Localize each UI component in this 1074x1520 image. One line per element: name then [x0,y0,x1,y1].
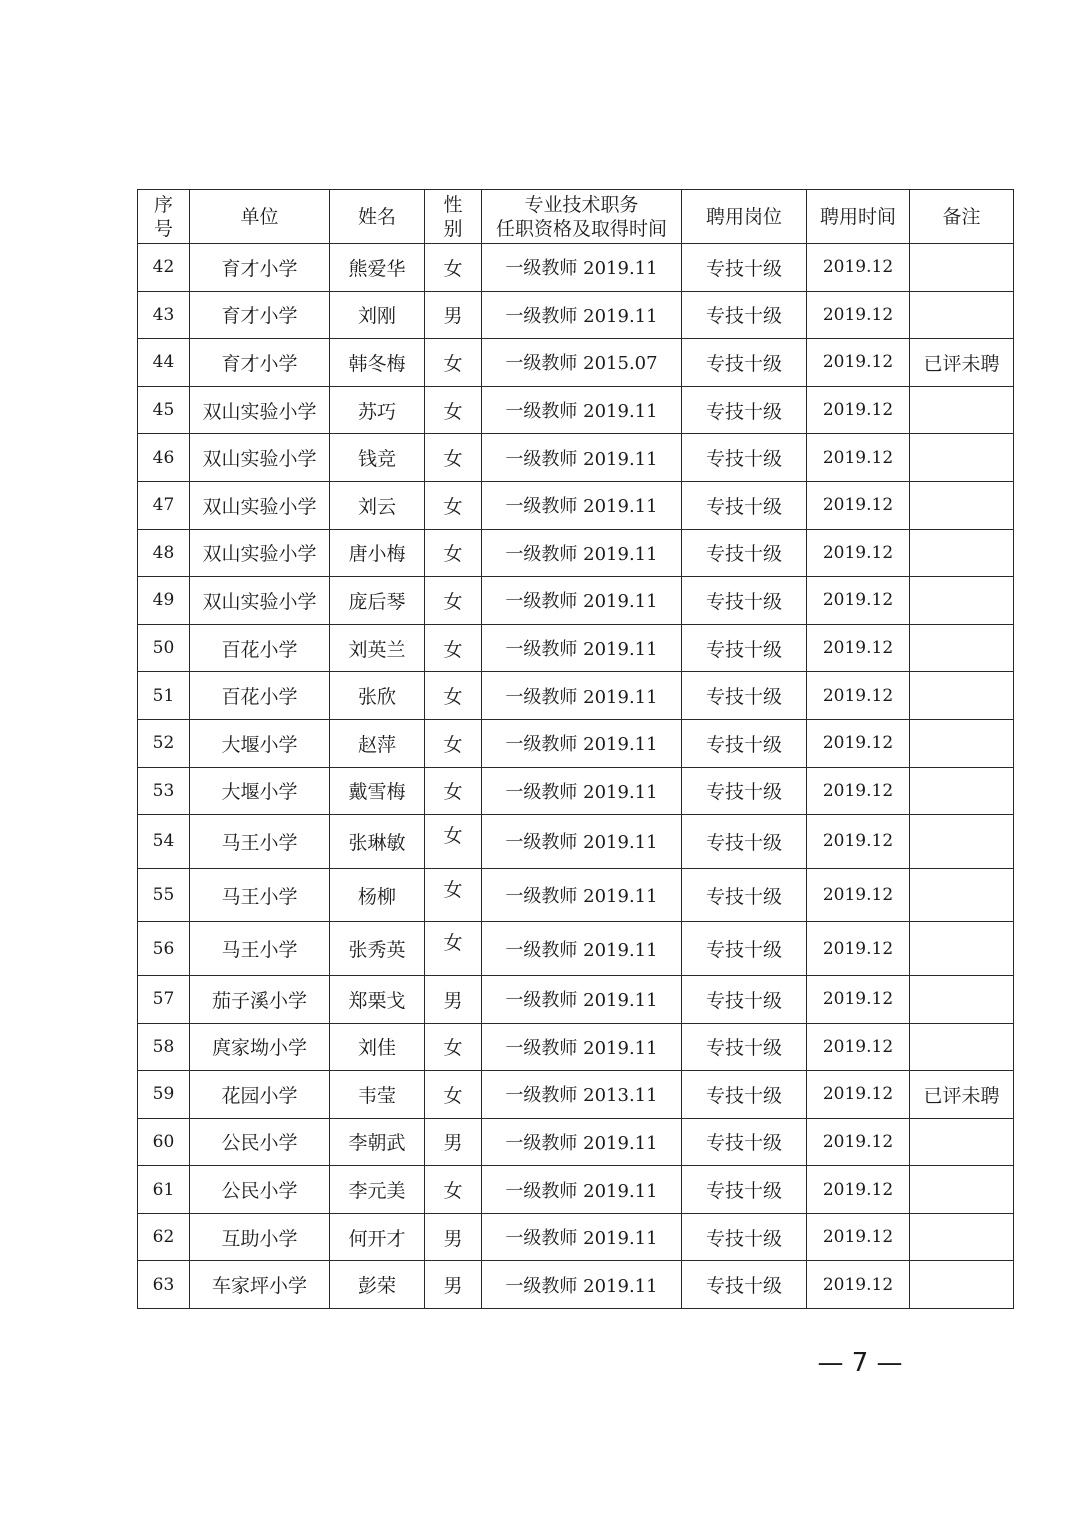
cell-hire-time: 2019.12 [807,815,910,869]
cell-remark [910,975,1014,1023]
cell-gender: 女 [425,339,482,387]
cell-seq: 51 [138,672,190,720]
table-row [138,529,1014,577]
cell-post: 专技十级 [682,767,807,815]
cell-remark [910,922,1014,976]
cell-qualification: 一级教师 2019.11 [482,624,682,672]
cell-post: 专技十级 [682,386,807,434]
cell-hire-time: 2019.12 [807,577,910,625]
table-row [138,244,1014,292]
cell-post: 专技十级 [682,975,807,1023]
cell-qualification: 一级教师 2019.11 [482,1023,682,1071]
cell-unit: 公民小学 [190,1166,330,1214]
cell-seq: 54 [138,815,190,869]
cell-hire-time: 2019.12 [807,244,910,292]
cell-gender: 女 [425,386,482,434]
page-number: — 7 — [817,1348,903,1378]
cell-gender: 女 [425,244,482,292]
cell-remark [910,386,1014,434]
cell-qualification: 一级教师 2019.11 [482,481,682,529]
cell-name: 何开才 [330,1213,425,1261]
cell-remark [910,1118,1014,1166]
cell-qualification: 一级教师 2019.11 [482,922,682,976]
header-gender-line1: 性 [443,193,463,216]
cell-seq: 50 [138,624,190,672]
table-row [138,815,1014,869]
cell-hire-time: 2019.12 [807,1071,910,1119]
cell-qualification: 一级教师 2019.11 [482,719,682,767]
cell-hire-time: 2019.12 [807,1023,910,1071]
cell-seq: 42 [138,244,190,292]
table-row [138,624,1014,672]
cell-seq: 47 [138,481,190,529]
cell-qualification: 一级教师 2019.11 [482,868,682,922]
header-seq-line1: 序 [153,193,173,216]
cell-unit: 大堰小学 [190,767,330,815]
cell-qualification: 一级教师 2019.11 [482,529,682,577]
cell-post: 专技十级 [682,481,807,529]
cell-gender: 女 [425,767,482,815]
cell-name: 张欣 [330,672,425,720]
cell-post: 专技十级 [682,577,807,625]
cell-unit: 百花小学 [190,672,330,720]
cell-remark [910,767,1014,815]
header-gender-line2: 别 [443,217,463,240]
cell-unit: 花园小学 [190,1071,330,1119]
cell-post: 专技十级 [682,1166,807,1214]
cell-name: 彭荣 [330,1261,425,1309]
cell-unit: 育才小学 [190,339,330,387]
cell-seq: 61 [138,1166,190,1214]
header-gender [425,190,482,244]
cell-unit: 育才小学 [190,291,330,339]
cell-post: 专技十级 [682,922,807,976]
cell-remark [910,1213,1014,1261]
cell-gender: 男 [425,1213,482,1261]
cell-name: 苏巧 [330,386,425,434]
cell-name: 赵萍 [330,719,425,767]
cell-name: 刘云 [330,481,425,529]
cell-qualification: 一级教师 2015.07 [482,339,682,387]
cell-gender: 男 [425,291,482,339]
cell-qualification: 一级教师 2019.11 [482,672,682,720]
cell-post: 专技十级 [682,1071,807,1119]
cell-gender: 女 [425,815,482,869]
cell-gender: 男 [425,1118,482,1166]
teacher-appointment-table [137,189,1014,1309]
cell-name: 韦莹 [330,1071,425,1119]
cell-post: 专技十级 [682,1023,807,1071]
cell-gender: 女 [425,868,482,922]
cell-unit: 双山实验小学 [190,434,330,482]
cell-unit: 庹家坳小学 [190,1023,330,1071]
cell-gender: 男 [425,975,482,1023]
cell-seq: 44 [138,339,190,387]
table-body [138,244,1014,1309]
header-row [138,190,1014,244]
cell-post: 专技十级 [682,529,807,577]
cell-remark [910,1166,1014,1214]
cell-unit: 双山实验小学 [190,529,330,577]
cell-hire-time: 2019.12 [807,922,910,976]
cell-post: 专技十级 [682,1213,807,1261]
cell-qualification: 一级教师 2019.11 [482,244,682,292]
cell-name: 张琳敏 [330,815,425,869]
cell-unit: 马王小学 [190,922,330,976]
table-row [138,434,1014,482]
cell-seq: 62 [138,1213,190,1261]
cell-name: 杨柳 [330,868,425,922]
cell-seq: 49 [138,577,190,625]
table-row [138,1118,1014,1166]
cell-seq: 43 [138,291,190,339]
table-row [138,1023,1014,1071]
table-row [138,672,1014,720]
cell-qualification: 一级教师 2019.11 [482,815,682,869]
cell-hire-time: 2019.12 [807,672,910,720]
cell-seq: 53 [138,767,190,815]
cell-gender: 女 [425,1166,482,1214]
cell-seq: 60 [138,1118,190,1166]
cell-hire-time: 2019.12 [807,434,910,482]
table-row [138,719,1014,767]
header-unit: 单位 [190,190,330,244]
cell-hire-time: 2019.12 [807,339,910,387]
cell-qualification: 一级教师 2019.11 [482,434,682,482]
header-qualification-line1: 专业技术职务 [524,193,639,216]
cell-remark [910,434,1014,482]
cell-post: 专技十级 [682,624,807,672]
table-row [138,1166,1014,1214]
cell-qualification: 一级教师 2019.11 [482,1166,682,1214]
table-header [138,190,1014,244]
cell-name: 刘英兰 [330,624,425,672]
cell-gender: 女 [425,1071,482,1119]
cell-remark [910,529,1014,577]
header-seq-line2: 号 [153,217,173,240]
cell-gender: 男 [425,1261,482,1309]
cell-unit: 大堰小学 [190,719,330,767]
cell-unit: 马王小学 [190,815,330,869]
cell-post: 专技十级 [682,434,807,482]
cell-hire-time: 2019.12 [807,1213,910,1261]
cell-qualification: 一级教师 2019.11 [482,1261,682,1309]
cell-post: 专技十级 [682,868,807,922]
cell-hire-time: 2019.12 [807,1118,910,1166]
cell-remark [910,1023,1014,1071]
cell-name: 戴雪梅 [330,767,425,815]
table-row [138,386,1014,434]
table-row [138,339,1014,387]
cell-post: 专技十级 [682,1118,807,1166]
cell-hire-time: 2019.12 [807,529,910,577]
cell-name: 刘佳 [330,1023,425,1071]
table-row [138,291,1014,339]
header-remark: 备注 [910,190,1014,244]
cell-seq: 56 [138,922,190,976]
cell-unit: 百花小学 [190,624,330,672]
cell-gender: 女 [425,434,482,482]
cell-post: 专技十级 [682,339,807,387]
cell-qualification: 一级教师 2019.11 [482,767,682,815]
cell-gender: 女 [425,481,482,529]
cell-unit: 双山实验小学 [190,481,330,529]
cell-unit: 育才小学 [190,244,330,292]
table-row [138,1261,1014,1309]
cell-gender: 女 [425,1023,482,1071]
cell-name: 李朝武 [330,1118,425,1166]
cell-seq: 63 [138,1261,190,1309]
cell-name: 李元美 [330,1166,425,1214]
cell-gender: 女 [425,624,482,672]
cell-gender: 女 [425,672,482,720]
cell-hire-time: 2019.12 [807,767,910,815]
cell-seq: 58 [138,1023,190,1071]
cell-seq: 55 [138,868,190,922]
cell-seq: 46 [138,434,190,482]
cell-remark [910,624,1014,672]
header-post: 聘用岗位 [682,190,807,244]
header-qualification [482,190,682,244]
header-qualification-line2: 任职资格及取得时间 [495,217,667,240]
cell-hire-time: 2019.12 [807,481,910,529]
header-seq [138,190,190,244]
cell-name: 韩冬梅 [330,339,425,387]
cell-hire-time: 2019.12 [807,719,910,767]
table-row [138,767,1014,815]
cell-name: 唐小梅 [330,529,425,577]
cell-qualification: 一级教师 2013.11 [482,1071,682,1119]
cell-remark [910,244,1014,292]
cell-unit: 马王小学 [190,868,330,922]
cell-remark [910,1261,1014,1309]
cell-name: 熊爱华 [330,244,425,292]
cell-name: 刘刚 [330,291,425,339]
cell-remark [910,815,1014,869]
cell-post: 专技十级 [682,672,807,720]
cell-gender: 女 [425,577,482,625]
cell-post: 专技十级 [682,291,807,339]
cell-remark [910,672,1014,720]
cell-hire-time: 2019.12 [807,291,910,339]
table-row [138,481,1014,529]
cell-gender: 女 [425,922,482,976]
cell-seq: 48 [138,529,190,577]
table-row [138,1213,1014,1261]
header-name: 姓名 [330,190,425,244]
cell-remark [910,291,1014,339]
cell-remark [910,577,1014,625]
table-row [138,868,1014,922]
cell-unit: 公民小学 [190,1118,330,1166]
cell-qualification: 一级教师 2019.11 [482,1118,682,1166]
cell-seq: 57 [138,975,190,1023]
cell-qualification: 一级教师 2019.11 [482,386,682,434]
table-row [138,1071,1014,1119]
cell-post: 专技十级 [682,815,807,869]
table-row [138,922,1014,976]
cell-name: 张秀英 [330,922,425,976]
cell-hire-time: 2019.12 [807,1261,910,1309]
cell-seq: 52 [138,719,190,767]
cell-hire-time: 2019.12 [807,868,910,922]
cell-post: 专技十级 [682,719,807,767]
cell-hire-time: 2019.12 [807,975,910,1023]
cell-remark [910,481,1014,529]
cell-qualification: 一级教师 2019.11 [482,1213,682,1261]
cell-name: 郑栗戈 [330,975,425,1023]
cell-post: 专技十级 [682,1261,807,1309]
cell-post: 专技十级 [682,244,807,292]
cell-name: 庞后琴 [330,577,425,625]
cell-qualification: 一级教师 2019.11 [482,975,682,1023]
cell-qualification: 一级教师 2019.11 [482,577,682,625]
cell-hire-time: 2019.12 [807,624,910,672]
table-row [138,577,1014,625]
cell-unit: 茄子溪小学 [190,975,330,1023]
cell-remark [910,868,1014,922]
cell-hire-time: 2019.12 [807,386,910,434]
cell-seq: 45 [138,386,190,434]
cell-seq: 59 [138,1071,190,1119]
cell-qualification: 一级教师 2019.11 [482,291,682,339]
cell-unit: 互助小学 [190,1213,330,1261]
cell-hire-time: 2019.12 [807,1166,910,1214]
cell-remark: 已评未聘 [910,1071,1014,1119]
table-row [138,975,1014,1023]
cell-gender: 女 [425,529,482,577]
header-hire-time: 聘用时间 [807,190,910,244]
cell-unit: 双山实验小学 [190,386,330,434]
cell-name: 钱竞 [330,434,425,482]
cell-remark: 已评未聘 [910,339,1014,387]
cell-remark [910,719,1014,767]
cell-unit: 车家坪小学 [190,1261,330,1309]
cell-unit: 双山实验小学 [190,577,330,625]
cell-gender: 女 [425,719,482,767]
